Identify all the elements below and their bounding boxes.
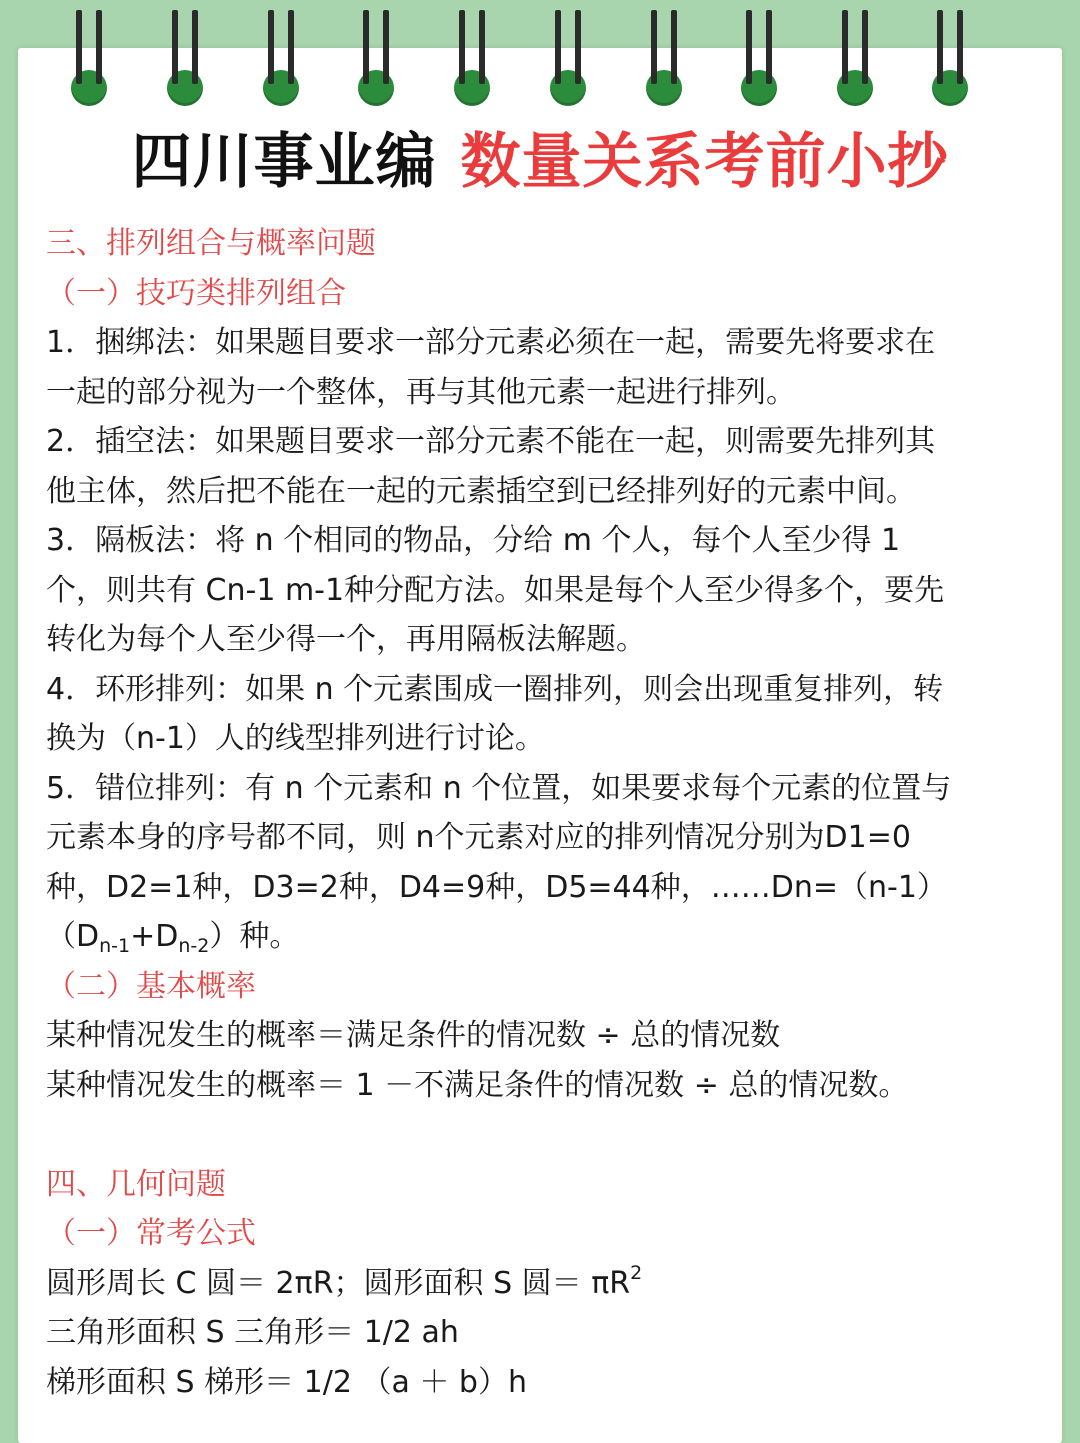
spacer xyxy=(46,1110,1038,1160)
ring-wire xyxy=(957,10,963,84)
subsection-heading: （一）常考公式 xyxy=(46,1216,256,1251)
subsection-heading: （二）基本概率 xyxy=(46,968,256,1004)
binder-ring xyxy=(733,0,785,104)
text-line: 1．捆绑法：如果题目要求一部分元素必须在一起，需要先将要求在 xyxy=(46,325,936,360)
binder-ring xyxy=(446,0,498,104)
text-line: 三角形面积 S 三角形＝ 1/2 ah xyxy=(46,1315,459,1350)
ring-wire xyxy=(651,10,657,84)
ring-wire xyxy=(746,10,752,84)
circle-formula: 圆形周长 C 圆＝ 2πR；圆形面积 S 圆＝ πR xyxy=(46,1265,631,1301)
ring-wire xyxy=(192,10,198,84)
ring-wire xyxy=(671,10,677,84)
text-line: 2．插空法：如果题目要求一部分元素不能在一起，则需要先排列其 xyxy=(46,424,936,459)
binder-ring xyxy=(63,0,115,104)
ring-wire xyxy=(575,10,581,84)
text-line: 3．隔板法：将 n 个相同的物品，分给 m 个人，每个人至少得 1 xyxy=(46,523,901,558)
ring-wire xyxy=(862,10,868,84)
text-line: 某种情况发生的概率＝ 1 －不满足条件的情况数 ÷ 总的情况数。 xyxy=(46,1067,909,1103)
binder-ring xyxy=(638,0,690,104)
text-line: 一起的部分视为一个整体，再与其他元素一起进行排列。 xyxy=(46,374,796,410)
formula-open: （D xyxy=(46,919,100,954)
ring-wire xyxy=(842,10,848,84)
formula-line xyxy=(46,1259,1038,1309)
title-black-part: 四川事业编 xyxy=(131,127,437,197)
binder-ring xyxy=(924,0,976,104)
ring-wire xyxy=(479,10,485,84)
text-line: 4．环形排列：如果 n 个元素围成一圈排列，则会出现重复排列，转 xyxy=(46,671,944,707)
formula-line xyxy=(46,912,1038,962)
ring-wire xyxy=(383,10,389,84)
subsection-heading: （一）技巧类排列组合 xyxy=(46,275,346,311)
ring-wire xyxy=(288,10,294,84)
formula-subscript: n-2 xyxy=(178,935,210,957)
ring-wire xyxy=(555,10,561,84)
ring-wire xyxy=(363,10,369,84)
ring-wire xyxy=(172,10,178,84)
binder-ring xyxy=(159,0,211,104)
binder-ring xyxy=(350,0,402,104)
text-line: 转化为每个人至少得一个，再用隔板法解题。 xyxy=(46,622,646,657)
text-line: 梯形面积 S 梯形＝ 1/2 （a ＋ b）h xyxy=(46,1364,527,1400)
binder-ring xyxy=(829,0,881,104)
formula-plus: +D xyxy=(130,919,179,954)
title-red-part: 数量关系考前小抄 xyxy=(460,127,949,197)
section-heading: 四、几何问题 xyxy=(46,1166,226,1202)
text-line: 5．错位排列：有 n 个元素和 n 个位置，如果要求每个元素的位置与 xyxy=(46,770,952,806)
binder-ring xyxy=(255,0,307,104)
section-heading: 三、排列组合与概率问题 xyxy=(46,226,376,261)
text-line: 换为（n-1）人的线型排列进行讨论。 xyxy=(46,721,545,756)
page-title xyxy=(0,124,1080,200)
notes-content xyxy=(46,219,1038,1407)
formula-close: ）种。 xyxy=(209,919,300,954)
formula-subscript: n-1 xyxy=(99,935,131,957)
ring-wire xyxy=(459,10,465,84)
ring-wire xyxy=(268,10,274,84)
text-line: 元素本身的序号都不同，则 n个元素对应的排列情况分别为D1=0 xyxy=(46,820,911,855)
binder-ring xyxy=(542,0,594,104)
text-line: 种，D2=1种，D3=2种，D4=9种，D5=44种，……Dn=（n-1） xyxy=(46,869,947,905)
ring-wire xyxy=(766,10,772,84)
superscript: 2 xyxy=(630,1261,643,1284)
text-line: 某种情况发生的概率＝满足条件的情况数 ÷ 总的情况数 xyxy=(46,1018,781,1053)
ring-wire xyxy=(937,10,943,84)
text-line: 他主体，然后把不能在一起的元素插空到已经排列好的元素中间。 xyxy=(46,473,916,509)
ring-wire xyxy=(96,10,102,84)
text-line: 个，则共有 Cn-1 m-1种分配方法。如果是每个人至少得多个，要先 xyxy=(46,572,945,608)
ring-wire xyxy=(76,10,82,84)
